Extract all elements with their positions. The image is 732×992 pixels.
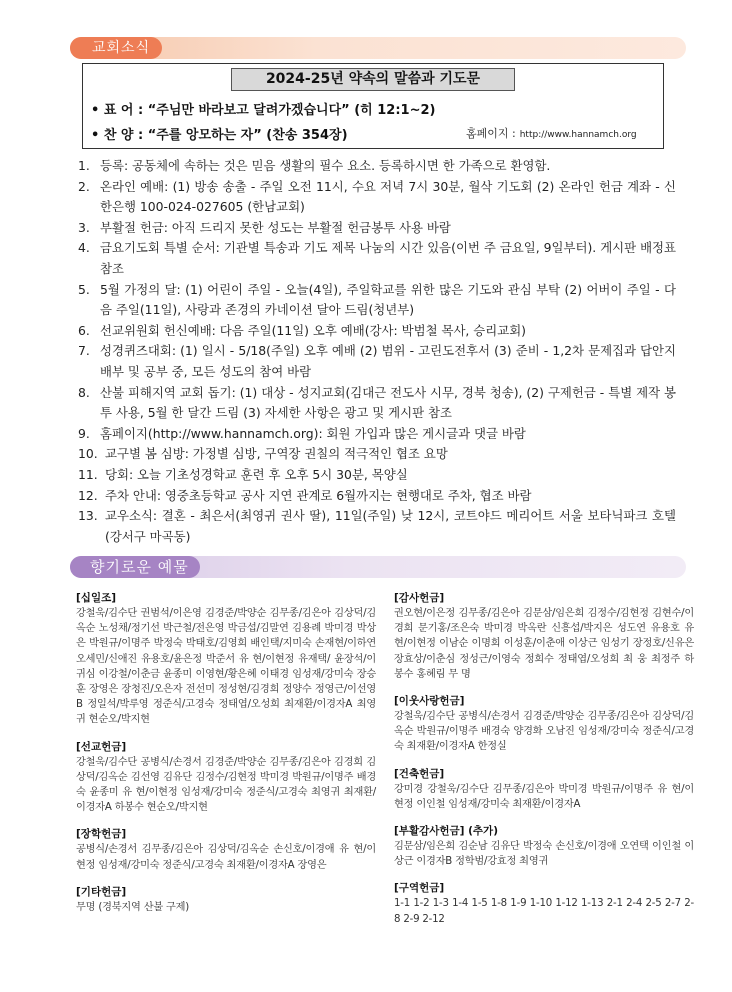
offering-group-title: [감사헌금] bbox=[394, 592, 445, 604]
offering-group-names: 김문삼/임은희 김순남 김유단 박정숙 손신호/이경애 오연택 이인철 이상근 이경자B 정학범/강효정 최영귀 bbox=[394, 841, 694, 868]
news-item bbox=[78, 424, 676, 445]
motto-label: • 표 어 : bbox=[91, 103, 148, 118]
news-item bbox=[78, 177, 676, 218]
verse-box bbox=[82, 63, 664, 149]
offering-section-bar bbox=[70, 556, 686, 578]
offering-group bbox=[394, 591, 694, 682]
offering-group-names: 강철욱/김수단 공병식/손경서 김경준/박양순 김무종/김은아 김경희 김상덕/김옥순 김선영 김유단 김정수/김현정 박미경 박원규/이명주 배경숙 윤종미 유 현/이현정 임성재/강미숙 정준식/고경숙 최영귀 최재환/이경자A 하봉수 현순오/박지현 bbox=[76, 756, 376, 814]
news-item bbox=[78, 321, 676, 342]
offering-group bbox=[394, 824, 694, 869]
hymn-label: • 찬 양 : bbox=[91, 128, 148, 143]
news-item-number: 7. bbox=[78, 343, 90, 359]
news-item-text: 홈페이지(http://www.hannamch.org): 회원 가입과 많은 게시글과 댓글 바람 bbox=[100, 425, 526, 441]
offering-group-names: 강철욱/김수단 권범석/이은영 김경준/박양순 김무종/김은아 김상덕/김옥순 노성채/정기선 박근철/전은영 박금섭/김말연 김용례 박미경 박상은 박원규/이명주 박정숙 박태호/김영희 배인택/지미숙 손재현/이하연 오세민/신애진 유용호/윤은정 박준서 유 현/이현정 유재택/ 윤장석/이귀심 이강철/이춘금 윤종미 이영현/황은혜 이태경 임성재/강미숙 장승훈 장영은 장청진/오은자 전선미 정성현/김경희 정양수 정영근/이선영B 정일석/박루영 정준식/고경숙 정태엽/오성희 최재환/이경자A 최영귀 현순오/박지현 bbox=[76, 608, 376, 726]
news-item-text: 당회: 오늘 기초성경학교 훈련 후 오후 5시 30분, 목양실 bbox=[105, 466, 408, 482]
motto-text: “주님만 바라보고 달려가겠습니다” (히 12:1~2) bbox=[147, 103, 436, 118]
news-item-number: 11. bbox=[78, 466, 98, 482]
news-item bbox=[78, 486, 676, 507]
offering-group-title: [선교헌금] bbox=[76, 740, 127, 753]
news-item bbox=[78, 341, 676, 382]
news-section-tab: 교회소식 bbox=[70, 37, 162, 59]
offering-group-title: [이웃사랑헌금] bbox=[394, 695, 465, 708]
homepage-url[interactable]: http://www.hannamch.org bbox=[519, 130, 637, 140]
news-section-bar bbox=[70, 37, 686, 59]
offering-group-names: 강철욱/김수단 공병식/손경서 김경준/박양순 김무종/김은아 김상덕/김옥순 박원규/이명주 배경숙 양경화 오남진 임성재/강미숙 정준식/고경숙 최재환/이경자A 한정실 bbox=[394, 711, 694, 753]
news-item-number: 8. bbox=[78, 384, 90, 400]
news-item-text: 교우소식: 결혼 - 최은서(최영귀 권사 딸), 11일(주일) 낮 12시, 코트야드 메리어트 서울 보타닉파크 호텔 (강서구 마곡동) bbox=[105, 508, 676, 544]
verse-title: 2024-25년 약속의 말씀과 기도문 bbox=[231, 68, 515, 91]
news-item-number: 3. bbox=[78, 219, 90, 235]
offering-group-names: 1-1 1-2 1-3 1-4 1-5 1-8 1-9 1-10 1-12 1-13 2-1 2-4 2-5 2-7 2-8 2-9 2-12 bbox=[394, 898, 694, 925]
news-item-number: 10. bbox=[78, 446, 98, 462]
offering-group-names: 권오현/이은정 김무종/김은아 김문삼/임은희 김정수/김현정 김현수/이경희 문기홍/조은숙 박미경 박옥란 신흥섭/박지은 성도연 유용호 유 현/이현정 이남순 이명희 이성훈/이춘애 이상근 임성기 장정호/신유은 장효상/이춘심 정성근/이영숙 정희수 정태엽/오성희 최 웅 최정주 하봉수 홍혜림 무 명 bbox=[394, 608, 694, 680]
homepage-label: 홈페이지 : bbox=[466, 127, 516, 140]
offering-group-names: 공병식/손경서 김무종/김은아 김상덕/김옥순 손신호/이경애 유 현/이현정 임성재/강미숙 정준식/고경숙 최재환/이경자A 장영은 bbox=[76, 844, 376, 871]
news-item-number: 9. bbox=[78, 425, 90, 441]
offering-column-left bbox=[76, 591, 376, 927]
news-item-number: 6. bbox=[78, 322, 90, 338]
news-item-number: 2. bbox=[78, 178, 90, 194]
offering-group-names: 강미경 강철욱/김수단 김무종/김은아 박미경 박원규/이명주 유 현/이현정 이인철 임성재/강미숙 최재환/이경자A bbox=[394, 783, 694, 810]
offering-group bbox=[394, 767, 694, 812]
news-item bbox=[78, 444, 676, 465]
offering-group-title: [구역헌금] bbox=[394, 882, 445, 895]
news-item bbox=[78, 156, 676, 177]
homepage-line bbox=[466, 125, 637, 141]
news-item-text: 금요기도회 특별 순서: 기관별 특송과 기도 제목 나눔의 시간 있음(이번 주 금요일, 9일부터). 게시판 배정표 참조 bbox=[100, 240, 676, 276]
offering-group bbox=[76, 885, 376, 915]
news-item-text: 산불 피해지역 교회 돕기: (1) 대상 - 성지교회(김대근 전도사 시무, 경북 청송), (2) 구제헌금 - 특별 제작 봉투 사용, 5월 한 달간 드림 (3) 자세한 사항은 광고 및 게시판 참조 bbox=[100, 384, 676, 421]
offering-group bbox=[76, 591, 376, 728]
motto-line bbox=[91, 99, 435, 118]
news-item-text: 5월 가정의 달: (1) 어린이 주일 - 오늘(4일), 주일학교를 위한 많은 기도와 관심 부탁 (2) 어버이 주일 - 다음 주일(11일), 사랑과 존경의 카네이션 달아 드림(청년부) bbox=[100, 281, 676, 318]
news-item bbox=[78, 218, 676, 239]
news-item-text: 성경퀴즈대회: (1) 일시 - 5/18(주일) 오후 예배 (2) 범위 - 고린도전후서 (3) 준비 - 1,2차 문제집과 답안지 배부 및 공부 중, 모든 성도의 참여 바람 bbox=[100, 343, 676, 379]
offering-group bbox=[394, 881, 694, 926]
news-item-text: 교구별 봄 심방: 가정별 심방, 구역장 권칠의 적극적인 협조 요망 bbox=[105, 446, 448, 462]
news-item bbox=[78, 238, 676, 279]
offering-group bbox=[76, 827, 376, 872]
news-item-text: 온라인 예배: (1) 방송 송출 - 주일 오전 11시, 수요 저녁 7시 30분, 월삭 기도회 (2) 온라인 헌금 계좌 - 신한은행 100-024-027605 (한남교회) bbox=[100, 178, 676, 215]
news-item bbox=[78, 383, 676, 424]
news-item bbox=[78, 465, 676, 486]
offering-group bbox=[76, 740, 376, 816]
news-item-number: 1. bbox=[78, 158, 90, 173]
offering-group-title: [십일조] bbox=[76, 592, 117, 604]
offering-group-names: 무명 (경북지역 산불 구제) bbox=[76, 901, 190, 913]
news-item-text: 부활절 헌금: 아직 드리지 못한 성도는 부활절 헌금봉투 사용 바람 bbox=[100, 219, 451, 235]
news-item-text: 등록: 공동체에 속하는 것은 믿음 생활의 필수 요소. 등록하시면 한 가족으로 환영함. bbox=[100, 158, 551, 173]
news-item-number: 12. bbox=[78, 487, 98, 503]
news-item-text: 주차 안내: 영중초등학교 공사 지연 관계로 6월까지는 현행대로 주차, 협조 바람 bbox=[105, 487, 532, 503]
news-list bbox=[78, 156, 676, 547]
offering-group-title: [기타헌금] bbox=[76, 885, 127, 898]
hymn-text: “주를 앙모하는 자” (찬송 354장) bbox=[147, 128, 348, 143]
offering-group-title: [부활감사헌금] (추가) bbox=[394, 825, 498, 838]
offering-column-right bbox=[394, 591, 694, 939]
news-item-text: 선교위원회 헌신예배: 다음 주일(11일) 오후 예배(강사: 박범철 목사, 승리교회) bbox=[100, 322, 527, 338]
news-item bbox=[78, 280, 676, 321]
hymn-line bbox=[91, 124, 348, 143]
offering-section-tab: 향기로운 예물 bbox=[70, 556, 200, 578]
news-item bbox=[78, 506, 676, 547]
news-item-number: 5. bbox=[78, 281, 90, 297]
offering-group-title: [건축헌금] bbox=[394, 767, 445, 780]
offering-group-title: [장학헌금] bbox=[76, 828, 127, 841]
offering-group bbox=[394, 694, 694, 755]
news-item-number: 4. bbox=[78, 240, 90, 256]
news-item-number: 13. bbox=[78, 508, 98, 524]
